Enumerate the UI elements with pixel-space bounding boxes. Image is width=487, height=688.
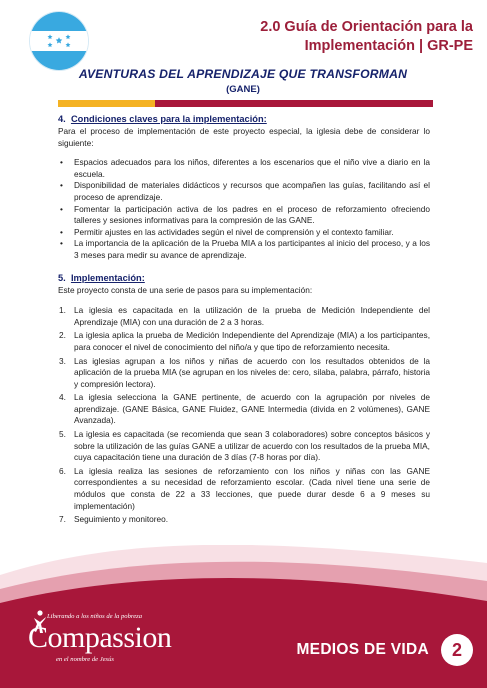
- section-4-number: 4.: [58, 114, 66, 124]
- section-4-heading: [58, 113, 430, 125]
- section-4-title: Condiciones claves para la implementación:: [70, 114, 267, 124]
- document-title-line1: 2.0 Guía de Orientación para la: [260, 19, 473, 35]
- main-content: [58, 113, 430, 528]
- section-5-heading: [58, 272, 430, 284]
- list-item: 1. La iglesia es capacitada en la utilización de la prueba de Medición Independiente del Aprendizaje (MIA) con una duración de 2 a 3 horas.: [59, 305, 430, 327]
- list-item: 7. Seguimiento y monitoreo.: [59, 514, 169, 525]
- section-4-intro: Para el proceso de implementación de este proyecto especial, la iglesia debe de considerar lo siguiente:: [58, 126, 430, 148]
- list-item: • La importancia de la aplicación de la Prueba MIA a los participantes al inicio del proceso, y a los 3 meses para medir su avance de aprendizaje.: [60, 238, 430, 260]
- logo-subtagline: en el nombre de Jesús: [56, 656, 114, 663]
- list-item: • Fomentar la participación activa de los padres en el proceso de reforzamiento ofreciendo talleres y sesiones informativas para la compresión de las GANE.: [60, 203, 430, 226]
- section-label: MEDIOS DE VIDA: [296, 641, 429, 658]
- list-item: • Disponibilidad de materiales didácticos y recursos que acompañen las guías, facilitando así el proceso de aprendizaje.: [60, 180, 430, 202]
- section-5-title: Implementación:: [70, 272, 145, 283]
- logo-tagline: Liberando a los niños de la pobreza: [47, 613, 143, 620]
- list-item: • Espacios adecuados para los niños, diferentes a los escenarios que el niño vive a diario en la escuela.: [60, 157, 430, 179]
- project-subtitle: (GANE): [226, 84, 260, 95]
- implementation-steps-list: [58, 305, 430, 526]
- list-item: • Permitir ajustes en las actividades según el nivel de comprensión y el contexto familiar.: [60, 226, 394, 237]
- list-item: 6. La iglesia realiza las sesiones de reforzamiento con los niños y niñas con las GANE correspondientes a su necesidad de reforzamiento escolar. (Cada nivel tiene una serie de módulos que consta de 22 a 33 lecciones, que puede durar desde 6 a 9 meses su implementación): [59, 465, 430, 511]
- list-item: 3. Las iglesias agrupan a los niños y niñas de acuerdo con los resultados obtenidos de la aplicación de la prueba MIA (se agrupan en los niveles de: cero, silaba, palabra, párrafo, historia y compresión lectora).: [59, 355, 430, 389]
- list-item: 5. La iglesia es capacitada (se recomienda que sean 3 colaboradores) sobre conceptos básicos y sobre la utilización de las guías GANE a utilizar de acuerdo con los resultados de la prueba MIA, cuya capacitación tiene una duración de 3 días (7-8 horas por día).: [59, 429, 430, 463]
- page-number: 2: [441, 634, 473, 666]
- color-divider-bar: [58, 100, 433, 107]
- compassion-logo: Compassion: [28, 621, 172, 654]
- conditions-list: [58, 157, 430, 261]
- document-title: [260, 18, 473, 56]
- list-item: 2. La iglesia aplica la prueba de Medición Independiente del Aprendizaje (MIA) a los participantes, para conocer el nivel de conocimiento del niño/a y que tipo de reforzamiento necesita.: [59, 330, 430, 352]
- section-5-intro: Este proyecto consta de una serie de pasos para su implementación:: [58, 284, 313, 295]
- list-item: 4. La iglesia selecciona la GANE pertinente, de acuerdo con la agrupación por niveles de aprendizaje. (GANE Básica, GANE Fluidez, GANE Intermedia (divida en 2 volúmenes), GANE Avanzada).: [59, 392, 430, 426]
- document-title-line2: Implementación | GR-PE: [304, 38, 473, 54]
- section-5-number: 5.: [58, 272, 66, 283]
- honduras-flag-icon: [30, 12, 88, 70]
- project-title: AVENTURAS DEL APRENDIZAJE QUE TRANSFORMAN: [78, 67, 408, 81]
